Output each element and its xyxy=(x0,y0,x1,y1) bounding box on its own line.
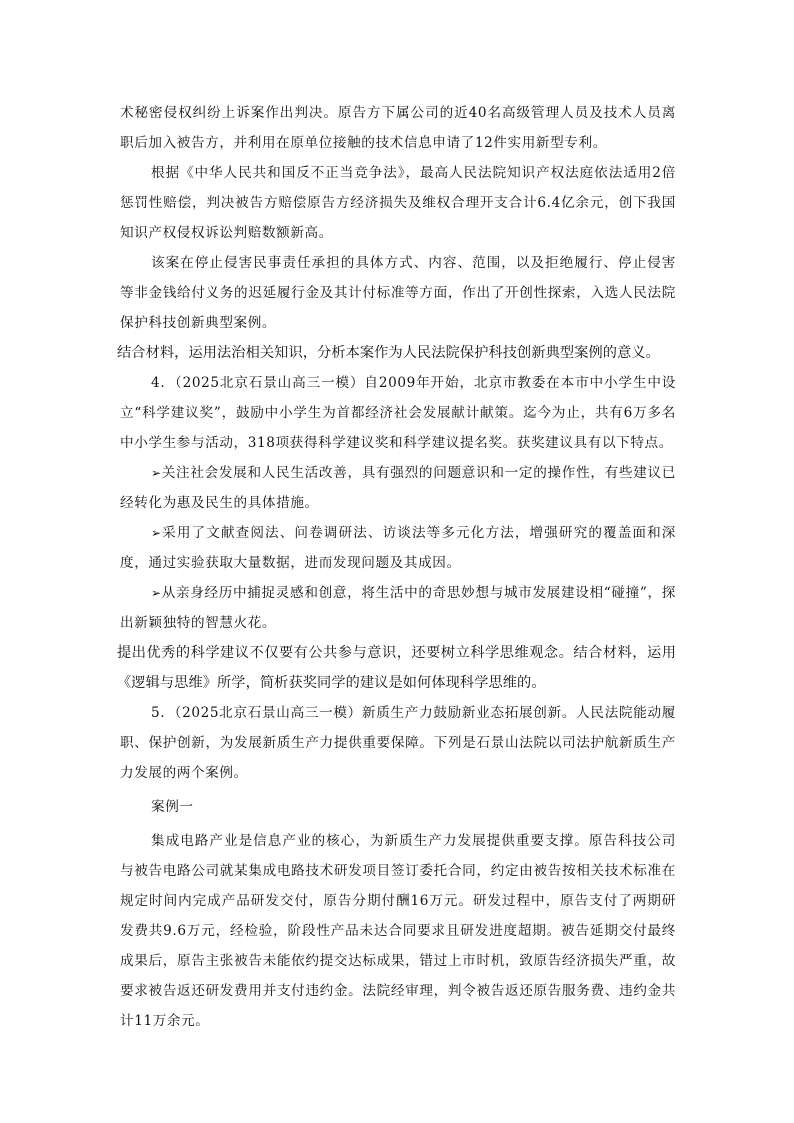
arrow-bullet-icon: ➢ xyxy=(151,466,162,480)
paragraph-case-continuation: 术秘密侵权纠纷上诉案作出判决。原告方下属公司的近40名高级管理人员及技术人员离职后加入被告方，并利用在原单位接触的技术信息申请了12件实用新型专利。 xyxy=(120,105,676,151)
paragraph-judgment: 根据《中华人民共和国反不正当竞争法》，最高人民法院知识产权法庭依法适用2倍惩罚性赔偿，判决被告方赔偿原告方经济损失及维权合理开支合计6.4亿余元，创下我国知识产权侵权诉讼判赔数额新高。 xyxy=(120,165,676,241)
bullet-text: 采用了文献查阅法、问卷调研法、访谈法等多元化方法，增强研究的覆盖面和深度，通过实验获取大量数据，进而发现问题及其成因。 xyxy=(120,525,676,571)
paragraph-case-significance: 该案在停止侵害民事责任承担的具体方式、内容、范围，以及拒绝履行、停止侵害等非金钱给付义务的迟延履行金及其计付标准等方面，作出了开创性探索，入选人民法院保护科技创新典型案例。 xyxy=(120,255,676,331)
bullet-item xyxy=(120,578,676,638)
question-4-intro: 4．（2025北京石景山高三一模）自2009年开始，北京市教委在本市中小学生中设立“科学建议奖”，鼓励中小学生为首都经济社会发展献计献策。迄今为止，共有6万多名中小学生参与活动，318项获得科学建议奖和科学建议提名奖。获奖建议具有以下特点。 xyxy=(120,375,676,451)
case-1-body: 集成电路产业是信息产业的核心，为新质生产力发展提供重要支撑。原告科技公司与被告电路公司就某集成电路技术研发项目签订委托合同，约定由被告按相关技术标准在规定时间内完成产品研发交付，原告分期付酬16万元。研发过程中，原告支付了两期研发费共9.6万元，经检验，阶段性产品未达合同要求且研发进度超期。被告延期交付最终成果后，原告主张被告未能依约提交达标成果，错过上市时机，致原告经济损失严重，故要求被告返还研发费用并支付违约金。法院经审理，判令被告返还原告服务费、违约金共计11万余元。 xyxy=(120,833,676,1029)
document-body xyxy=(117,98,676,1036)
bullet-item xyxy=(120,458,676,518)
arrow-bullet-icon: ➢ xyxy=(151,586,162,600)
question-5-intro: 5．（2025北京石景山高三一模）新质生产力鼓励新业态拓展创新。人民法院能动履职、保护创新，为发展新质生产力提供重要保障。下列是石景山法院以司法护航新质生产力发展的两个案例。 xyxy=(120,705,676,781)
question-4-prompt: 提出优秀的科学建议不仅要有公共参与意识，还要树立科学思维观念。结合材料，运用《逻辑与思维》所学，简析获奖同学的建议是如何体现科学思维的。 xyxy=(117,645,676,691)
question-3-prompt: 结合材料，运用法治相关知识，分析本案作为人民法院保护科技创新典型案例的意义。 xyxy=(117,345,660,361)
case-1-title: 案例一 xyxy=(151,799,194,815)
bullet-item xyxy=(120,518,676,578)
bullet-text: 关注社会发展和人民生活改善，具有强烈的问题意识和一定的操作性，有些建议已经转化为惠及民生的具体措施。 xyxy=(120,465,676,511)
arrow-bullet-icon: ➢ xyxy=(151,526,162,540)
bullet-text: 从亲身经历中捕捉灵感和创意，将生活中的奇思妙想与城市发展建设相“碰撞”，探出新颖独特的智慧火花。 xyxy=(120,585,676,631)
